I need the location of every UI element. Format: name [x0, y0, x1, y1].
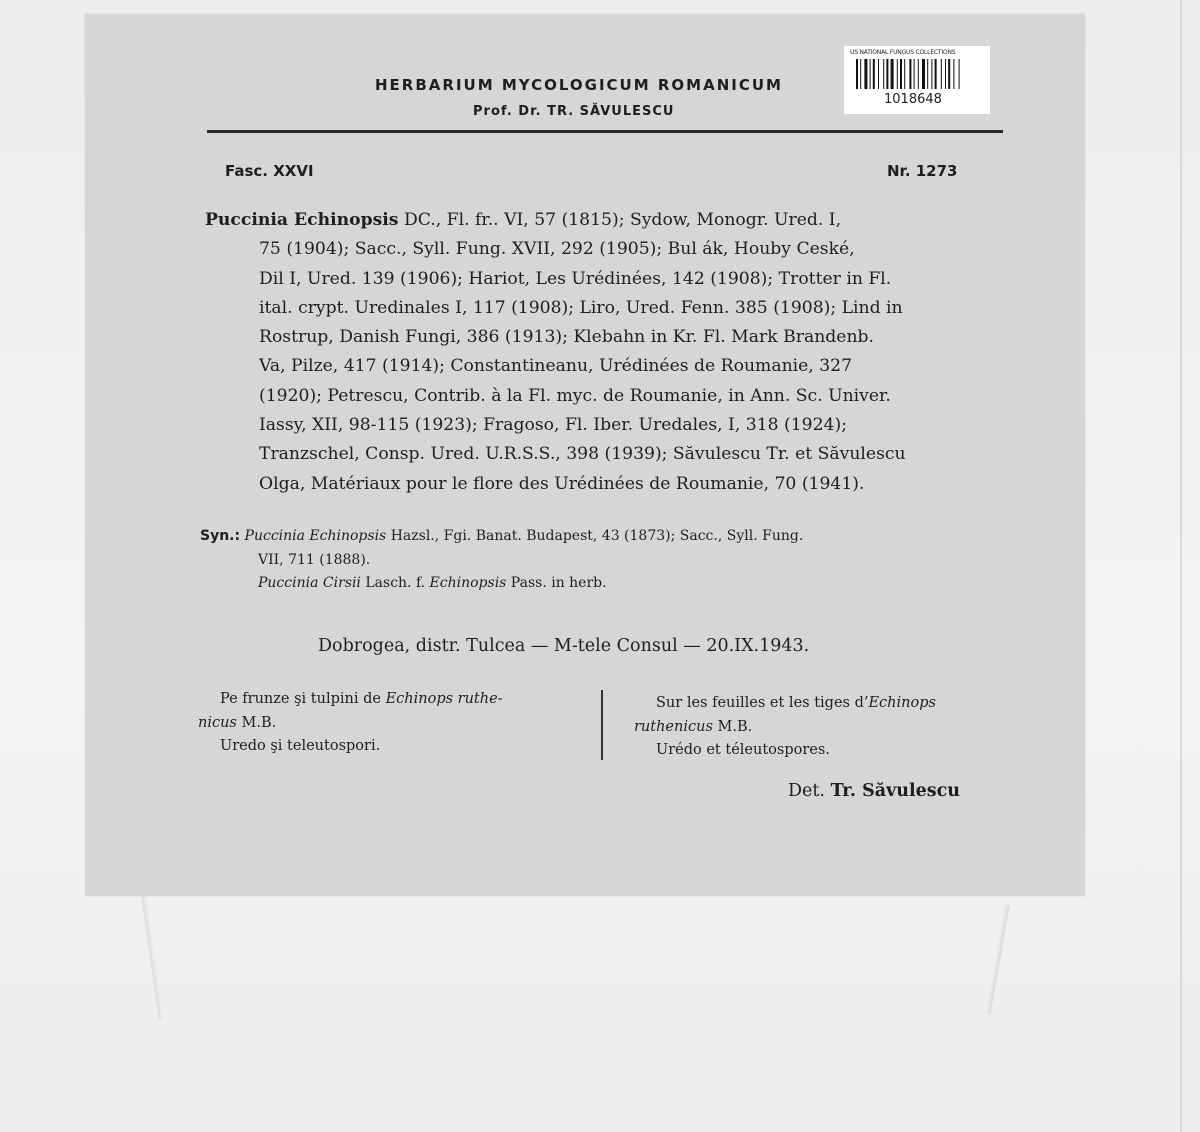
- barcode-sticker: [844, 46, 990, 114]
- citation-line: Dil I, Ured. 139 (1906); Hariot, Les Urédinées, 142 (1908); Trotter in Fl.: [259, 268, 892, 289]
- synonyms-block: [200, 525, 1012, 596]
- barcode-icon: [856, 59, 978, 89]
- barcode-caption: US NATIONAL FUNGUS COLLECTIONS: [850, 49, 956, 56]
- determiner-name: Tr. Săvulescu: [830, 781, 960, 801]
- specimen-number: Nr. 1273: [887, 162, 958, 180]
- citation-line: (1920); Petrescu, Contrib. à la Fl. myc. de Roumanie, in Ann. Sc. Univer.: [259, 385, 891, 406]
- citation-line: 75 (1904); Sacc., Syll. Fung. XVII, 292 (1905); Bul ák, Houby Ceské,: [259, 239, 855, 260]
- citation-line: Iassy, XII, 98-115 (1923); Fragoso, Fl. Iber. Uredales, I, 318 (1924);: [259, 415, 847, 436]
- citation-line: Tranzschel, Consp. Ured. U.R.S.S., 398 (1939); Săvulescu Tr. et Săvulescu: [259, 444, 906, 465]
- host-french: Sur les feuilles et les tiges d’Echinops ruthenicus M.B. Urédo et téleutospores.: [634, 695, 936, 758]
- synonyms-label: Syn.:: [200, 528, 241, 544]
- synonym-line: Syn.: Puccinia Echinopsis Hazsl., Fgi. Banat. Budapest, 43 (1873); Sacc., Syll. Fung.: [200, 528, 804, 544]
- synonym-line: Puccinia Cirsii Lasch. f. Echinopsis Pass. in herb.: [258, 575, 607, 591]
- column-divider: [601, 690, 603, 760]
- citation-line: ital. crypt. Uredinales I, 117 (1908); Liro, Ured. Fenn. 385 (1908); Lind in: [259, 297, 903, 318]
- citation-line: Rostrup, Danish Fungi, 386 (1913); Klebahn in Kr. Fl. Mark Brandenb.: [259, 327, 874, 348]
- herbarium-subtitle: Prof. Dr. TR. SĂVULESCU: [473, 104, 675, 119]
- host-romanian: Pe frunze şi tulpini de Echinops ruthe- nicus M.B. Uredo şi teleutospori.: [198, 691, 503, 754]
- species-name: Puccinia Echinopsis: [205, 210, 399, 230]
- citation-line: Puccinia Echinopsis DC., Fl. fr.. VI, 57 (1815); Sydow, Monogr. Ured. I,: [205, 210, 842, 230]
- header-rule: [207, 130, 1003, 133]
- barcode-number: 1018648: [884, 92, 942, 107]
- herbarium-title: HERBARIUM MYCOLOGICUM ROMANICUM: [375, 76, 783, 94]
- citation-line: Va, Pilze, 417 (1914); Constantineanu, Urédinées de Roumanie, 327: [259, 356, 853, 377]
- citation-block: [205, 206, 1010, 499]
- fascicle-number: Fasc. XXVI: [225, 162, 314, 180]
- envelope-edge: [1180, 0, 1182, 1132]
- determiner: Det. Tr. Săvulescu: [788, 781, 960, 801]
- collection-locality: Dobrogea, distr. Tulcea — M-tele Consul — 20.IX.1943.: [318, 636, 810, 656]
- synonym-line: VII, 711 (1888).: [258, 551, 371, 568]
- citation-line: Olga, Matériaux pour le flore des Urédinées de Roumanie, 70 (1941).: [259, 473, 865, 494]
